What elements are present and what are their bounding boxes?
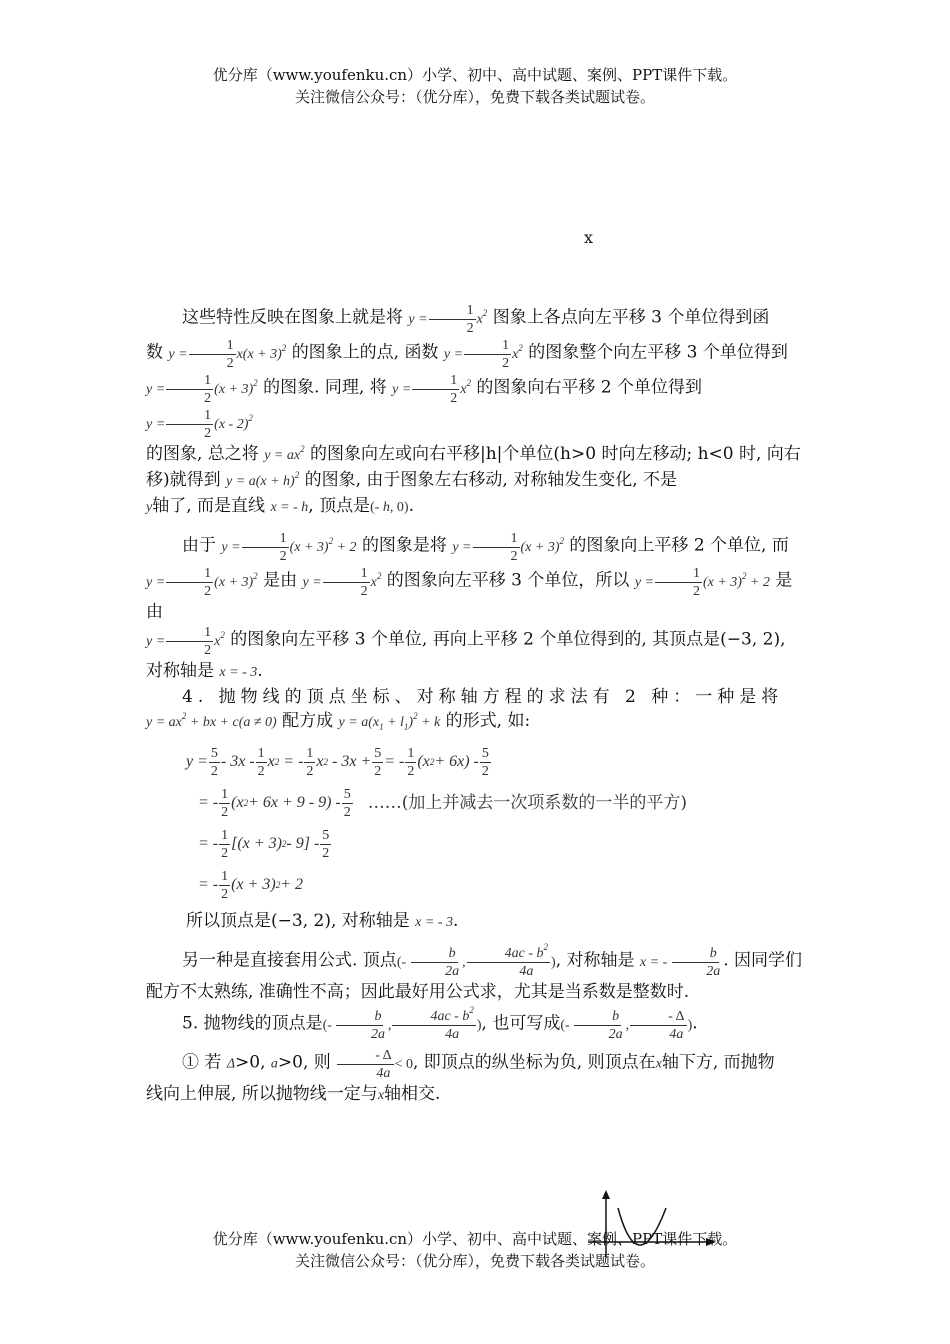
- text: 配方成: [282, 711, 334, 731]
- text: , 也可写成: [481, 1013, 561, 1034]
- document-body: [146, 302, 806, 1108]
- text: 对称轴是: [146, 661, 214, 681]
- paragraph-methods: [146, 685, 806, 739]
- text: 的图象向左或向右平移|h|个单位(h>0 时向左移动; h<0 时, 向右移)就得到: [146, 444, 801, 490]
- text: 的图象, 由于图象左右移动, 对称轴发生变化, 不是: [304, 470, 678, 490]
- text: 的图象, 总之将: [146, 444, 259, 464]
- symbol-delta: Δ: [226, 1056, 236, 1072]
- derivation-line-2: = - $\frac{1}{2}$ (x 2 + 6x + 9 - 9) - $\frac{5}{2}$ ……(加上并减去一次项系数的一半的平方): [198, 786, 688, 820]
- formula-y-half-x2: y = $\frac{1}{2}$ $x^2$: [408, 303, 488, 336]
- formula-standard-form: $y = ax^2$ + bx + c(a ≠ 0): [146, 711, 277, 730]
- formula-x-eq-minus-h: x = - h: [270, 500, 309, 515]
- formula-y-half-x-x3: y = $\frac{1}{2}$ $x(x + 3)^2$: [168, 338, 287, 371]
- header-line-1: 优分库（www.youfenku.cn）小学、初中、高中试题、案例、PPT课件下载。: [212, 66, 738, 84]
- formula-vertex-general: (- $\frac{b}{2a}$ , $\frac{4ac - b^2}{4a}$ ): [396, 941, 556, 979]
- formula-y-half-x3: y = $\frac{1}{2}$ $(x + 3)^2$: [452, 531, 565, 564]
- paragraph-shift-explanation: [146, 302, 806, 520]
- text: 的图象向左平移 3 个单位, 再向上平移 2 个单位得到的, 其顶点是(−3, 2),: [230, 629, 786, 650]
- paragraph-formula-method: [146, 941, 806, 1004]
- text: 的图象是将: [361, 535, 447, 556]
- formula-vertex-form: $y = a(x_1 + l_1)^2 + k$: [338, 711, 441, 732]
- formula-y-ax2: $y = ax^2$: [264, 444, 305, 463]
- derivation-block: [186, 745, 806, 903]
- text: 的图象. 同理, 将: [263, 377, 387, 398]
- formula-y-half-x2: y = $\frac{1}{2}$ $x^2$: [302, 566, 382, 599]
- text: 的图象上的点, 函数: [291, 342, 439, 363]
- symbol-a: a: [270, 1056, 278, 1072]
- text: , 即顶点的纵坐标为负, 则顶点在: [413, 1052, 656, 1073]
- text: 由于: [182, 535, 216, 556]
- derivation-note: ……(加上并减去一次项系数的一半的平方): [367, 793, 688, 814]
- formula-y-half-x2: y = $\frac{1}{2}$ $x^2$: [146, 625, 225, 658]
- formula-y-half-x2: y = $\frac{1}{2}$ $x^2$: [392, 373, 471, 406]
- text: ① 若: [182, 1052, 222, 1073]
- formula-axis-general: x = - $\frac{b}{2a}$: [639, 945, 721, 979]
- text: 5. 抛物线的顶点是: [182, 1013, 323, 1034]
- text: 是由: [263, 570, 298, 591]
- text: 的图象向右平移 2 个单位得到: [476, 377, 703, 398]
- formula-y-half-x3: y = $\frac{1}{2}$ $(x + 3)^2$: [146, 373, 258, 406]
- formula-vertex-minus-h: (- h, 0): [370, 500, 409, 515]
- derivation-line-3: = - $\frac{1}{2}$ [(x + 3) 2 - 9] - $\frac{5}{2}$: [198, 827, 330, 861]
- formula-y-half-x-minus2: y = $\frac{1}{2}$ (x - 2)$^2$: [146, 408, 253, 441]
- formula-vertex-delta: (- $\frac{b}{2a}$ , $\frac{- \Delta}{4a}$ ): [560, 1008, 693, 1042]
- text: , 对称轴是: [555, 950, 635, 971]
- text: 线向上伸展, 所以抛物线一定与: [146, 1083, 378, 1104]
- footer-line-1: 优分库（www.youfenku.cn）小学、初中、高中试题、案例、PPT课件下载。: [212, 1230, 738, 1248]
- text: 的图象向左平移 3 个单位，所以: [386, 570, 630, 591]
- figure-axis-label-x: x: [584, 228, 594, 247]
- formula-x-eq-minus3: x = - 3: [415, 914, 453, 930]
- page-header: [0, 64, 950, 108]
- paragraph-case-1: [146, 1047, 806, 1108]
- paragraph-conclusion: 所以顶点是(−3, 2), 对称轴是 x = - 3.: [186, 910, 459, 931]
- formula-neg-delta-over-4a: $\frac{- \Delta}{4a}$ < 0: [336, 1057, 413, 1072]
- text: 轴相交.: [384, 1083, 441, 1104]
- text: 配方不太熟练, 准确性不高；因此最好用公式求，尤其是当系数是整数时.: [146, 981, 690, 1002]
- footer-line-2: 关注微信公众号：（优分库），免费下载各类试题试卷。: [294, 1252, 655, 1270]
- formula-y-half-x3-plus2: y = $\frac{1}{2}$ $(x + 3)^2 + 2$: [221, 531, 357, 564]
- text: . 因同学们: [723, 950, 803, 971]
- paragraph-vertex: [146, 1004, 806, 1043]
- derivation-line-4: = - $\frac{1}{2}$ (x + 3) 2 + 2: [198, 868, 303, 902]
- formula-y-half-x2: y = $\frac{1}{2}$ $x^2$: [443, 338, 523, 371]
- text: >0,: [235, 1052, 266, 1073]
- formula-y-half-x3: y = $\frac{1}{2}$ $(x + 3)^2$: [146, 566, 258, 599]
- text: 图象上各点向左平移 3 个单位得到函: [492, 307, 770, 328]
- formula-y-a-x-h2: $y = a(x + h)^2$: [226, 470, 300, 489]
- paragraph-vertical-shift: 由于 y = $\frac{1}{2}$ $(x + 3)^2 + 2$ 的图象是将 y = $\frac{1}{2}$ $(x + 3)^2$ 的图象向上平移 2 个单位, 而 y = $\frac{1}{2}$ $(x + 3)^2$ 是由 y = $\frac{1}{2}$ $x^2$ 的图象向左平移 3 个单位，所以 y = $\frac{1}{2}$ $(x + 3)^2 + 2$ 是由 y = $\frac{1}{2}$ $x^2$ 的图象向左平移 3 个单位, 再向上平移 2 个单位得到的, 其顶点是(−3, 2), 对称轴是 x = - 3.: [146, 531, 793, 681]
- symbol-x: x: [655, 1056, 662, 1072]
- text: 的图象向上平移 2 个单位, 而: [569, 535, 789, 556]
- page-footer: [0, 1228, 950, 1272]
- header-line-2: 关注微信公众号：（优分库），免费下载各类试题试卷。: [294, 88, 655, 106]
- derivation-line-1: y = $\frac{5}{2}$ - 3x - $\frac{1}{2}$ x 2 = - $\frac{1}{2}$ x 2 - 3x + $\frac{5}{2}$ = - $\frac{1}{2}$ (x 2 + 6x) - $\frac{5}{2}$: [186, 745, 489, 779]
- text: 轴了, 而是直线: [152, 496, 266, 516]
- text: .: [408, 496, 414, 516]
- text: .: [692, 1013, 698, 1034]
- text: , 顶点是: [308, 496, 371, 516]
- text: 轴下方, 而抛物: [661, 1052, 775, 1073]
- text: 4. 抛物线的顶点坐标、对称轴方程的求法有 2 种：一种是将: [182, 687, 784, 707]
- formula-x-eq-minus3: x = - 3: [219, 665, 258, 680]
- text: 数: [146, 342, 163, 363]
- formula-vertex-general: (- $\frac{b}{2a}$ , $\frac{4ac - b^2}{4a}$ ): [322, 1004, 482, 1042]
- text: >0, 则: [277, 1052, 331, 1073]
- text: 的形式, 如:: [445, 711, 531, 731]
- y-axis-arrow-icon: [602, 1190, 610, 1199]
- formula-y-half-x3-plus2: y = $\frac{1}{2}$ $(x + 3)^2 + 2$: [634, 566, 770, 599]
- text: 这些特性反映在图象上就是将: [182, 307, 403, 328]
- text: 的图象整个向左平移 3 个单位得到: [528, 342, 788, 363]
- text: 另一种是直接套用公式. 顶点: [182, 950, 397, 971]
- symbol-y: y: [146, 500, 153, 515]
- symbol-x: x: [377, 1087, 385, 1103]
- text: 是由: [146, 570, 793, 622]
- text: 所以顶点是(−3, 2), 对称轴是: [186, 910, 410, 931]
